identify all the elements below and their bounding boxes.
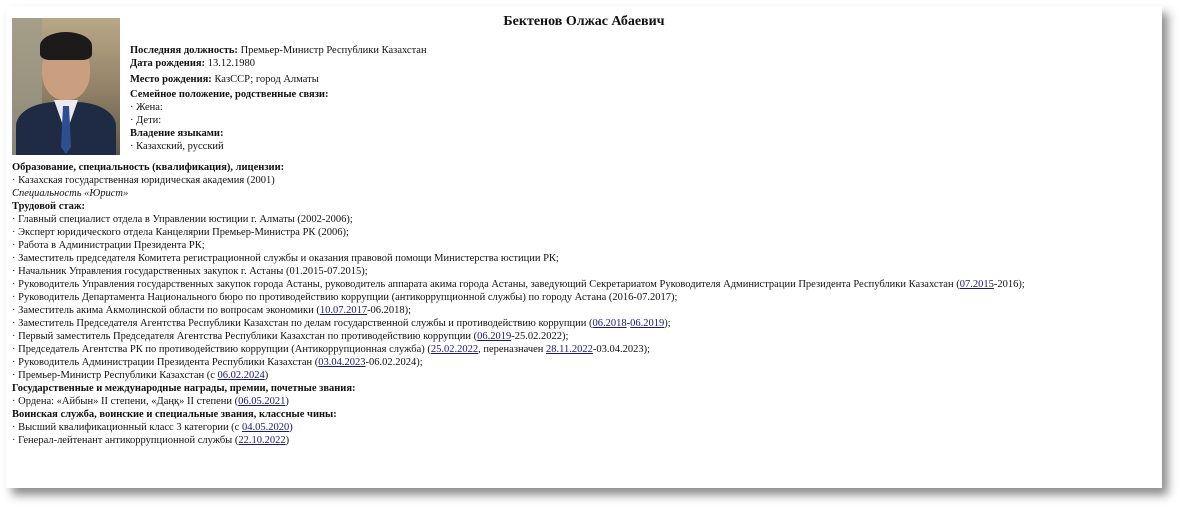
work-item (12, 239, 1025, 252)
birth-place-row: Место рождения: КазССР; город Алматы (130, 73, 319, 85)
last-position-row: Последняя должность: Премьер-Министр Республики Казахстан (130, 45, 427, 56)
date-link[interactable]: 22.10.2022 (238, 435, 286, 446)
work-item-text: · Руководитель Управления государственных закупок города Астаны, руководитель аппарата акима города Астаны, заведующий Секретариатом Руководителя Администрации Президента Республики Казахстан ( (12, 279, 960, 290)
military-heading: Воинская служба, воинские и специальные звания, классные чины: (12, 409, 337, 420)
work-item-text: · Заместитель акима Акмолинской области по вопросам экономики ( (12, 305, 320, 316)
work-item (12, 369, 1025, 382)
work-item-text: ) (264, 370, 269, 381)
work-item-text: ); (664, 318, 671, 329)
work-item-text: · Руководитель Администрации Президента Республики Казахстан ( (12, 357, 319, 368)
work-item-text: -25.02.2022); (511, 331, 569, 342)
languages-heading: Владение языками: (130, 128, 224, 139)
family-heading: Семейное положение, родственные связи: (130, 89, 329, 100)
work-history-list (12, 213, 1025, 382)
education-specialty: Специальность «Юрист» (12, 188, 129, 199)
work-item-text: · Начальник Управления государственных закупок г. Астаны (01.2015-07.2015); (12, 266, 368, 277)
work-item-text: -06.2018); (367, 305, 412, 316)
work-item (12, 343, 1025, 356)
date-link[interactable]: 06.05.2021 (238, 396, 286, 407)
personal-info (130, 44, 427, 153)
date-link[interactable]: 04.05.2020 (241, 422, 290, 433)
work-item (12, 252, 1025, 265)
date-link[interactable]: 06.2018 (592, 318, 627, 329)
work-item-text: · Премьер-Министр Республики Казахстан (с (12, 370, 218, 381)
date-link[interactable]: 06.2019 (477, 331, 512, 342)
date-link[interactable]: 06.2019 (630, 318, 665, 329)
military-item: · Высший квалификационный класс 3 категории (с 04.05.2020) (12, 422, 293, 433)
work-item (12, 330, 1025, 343)
military-item: · Генерал-лейтенант антикоррупционной службы (22.10.2022) (12, 435, 290, 446)
career-info (12, 161, 1025, 447)
date-link[interactable]: 03.04.2023 (318, 357, 366, 368)
date-link[interactable]: 10.07.2017 (319, 305, 368, 316)
work-item-text: · Руководитель Департамента Национального бюро по противодействию коррупции (антикоррупционной службы) по городу Астана (2016-07.2017); (12, 292, 678, 303)
date-link[interactable]: 06.02.2024 (217, 370, 265, 381)
work-item (12, 278, 1025, 291)
work-item-text: · Главный специалист отдела в Управлении юстиции г. Алматы (2002-2006); (12, 214, 353, 225)
portrait-photo (12, 18, 120, 155)
work-item-text: , переназначен (478, 344, 547, 355)
birth-date-row: Дата рождения: 13.12.1980 (130, 58, 255, 69)
languages-value: · Казахский, русский (130, 141, 224, 152)
work-item-text: -03.04.2023); (592, 344, 651, 355)
work-item (12, 265, 1025, 278)
awards-item: · Ордена: «Айбын» II степени, «Даңқ» II степени (06.05.2021) (12, 396, 289, 407)
work-item (12, 291, 1025, 304)
work-item-text: - (626, 318, 631, 329)
work-heading: Трудовой стаж: (12, 201, 86, 212)
awards-heading: Государственные и международные награды, премии, почетные звания: (12, 383, 356, 394)
work-item (12, 304, 1025, 317)
work-item-text: · Первый заместитель Председателя Агентства Республики Казахстан по противодействию коррупции ( (12, 331, 478, 342)
family-children: · Дети: (130, 115, 162, 126)
date-link[interactable]: 28.11.2022 (546, 344, 593, 355)
work-item-text: · Работа в Администрации Президента РК; (12, 240, 205, 251)
education-item: · Казахская государственная юридическая академия (2001) (12, 175, 275, 186)
work-item-text: · Заместитель Председателя Агентства Республики Казахстан по делам государственной службы и противодействию коррупции ( (12, 318, 593, 329)
work-item (12, 317, 1025, 330)
family-wife: · Жена: (130, 102, 163, 113)
education-heading: Образование, специальность (квалификация), лицензии: (12, 162, 285, 173)
profile-sheet (6, 6, 1162, 488)
work-item-text: · Председатель Агентства РК по противодействию коррупции (Антикоррупционная служба) ( (12, 344, 431, 355)
work-item-text: · Заместитель председателя Комитета регистрационной службы и оказания правовой помощи Министерства юстиции РК; (12, 253, 559, 264)
work-item (12, 213, 1025, 226)
work-item-text: -06.02.2024); (365, 357, 423, 368)
work-item (12, 356, 1025, 369)
date-link[interactable]: 07.2015 (959, 279, 994, 290)
date-link[interactable]: 25.02.2022 (430, 344, 479, 355)
work-item (12, 226, 1025, 239)
work-item-text: · Эксперт юридического отдела Канцелярии Премьер-Министра РК (2006); (12, 227, 349, 238)
work-item-text: -2016); (993, 279, 1025, 290)
person-name: Бектенов Олжас Абаевич (503, 14, 665, 29)
